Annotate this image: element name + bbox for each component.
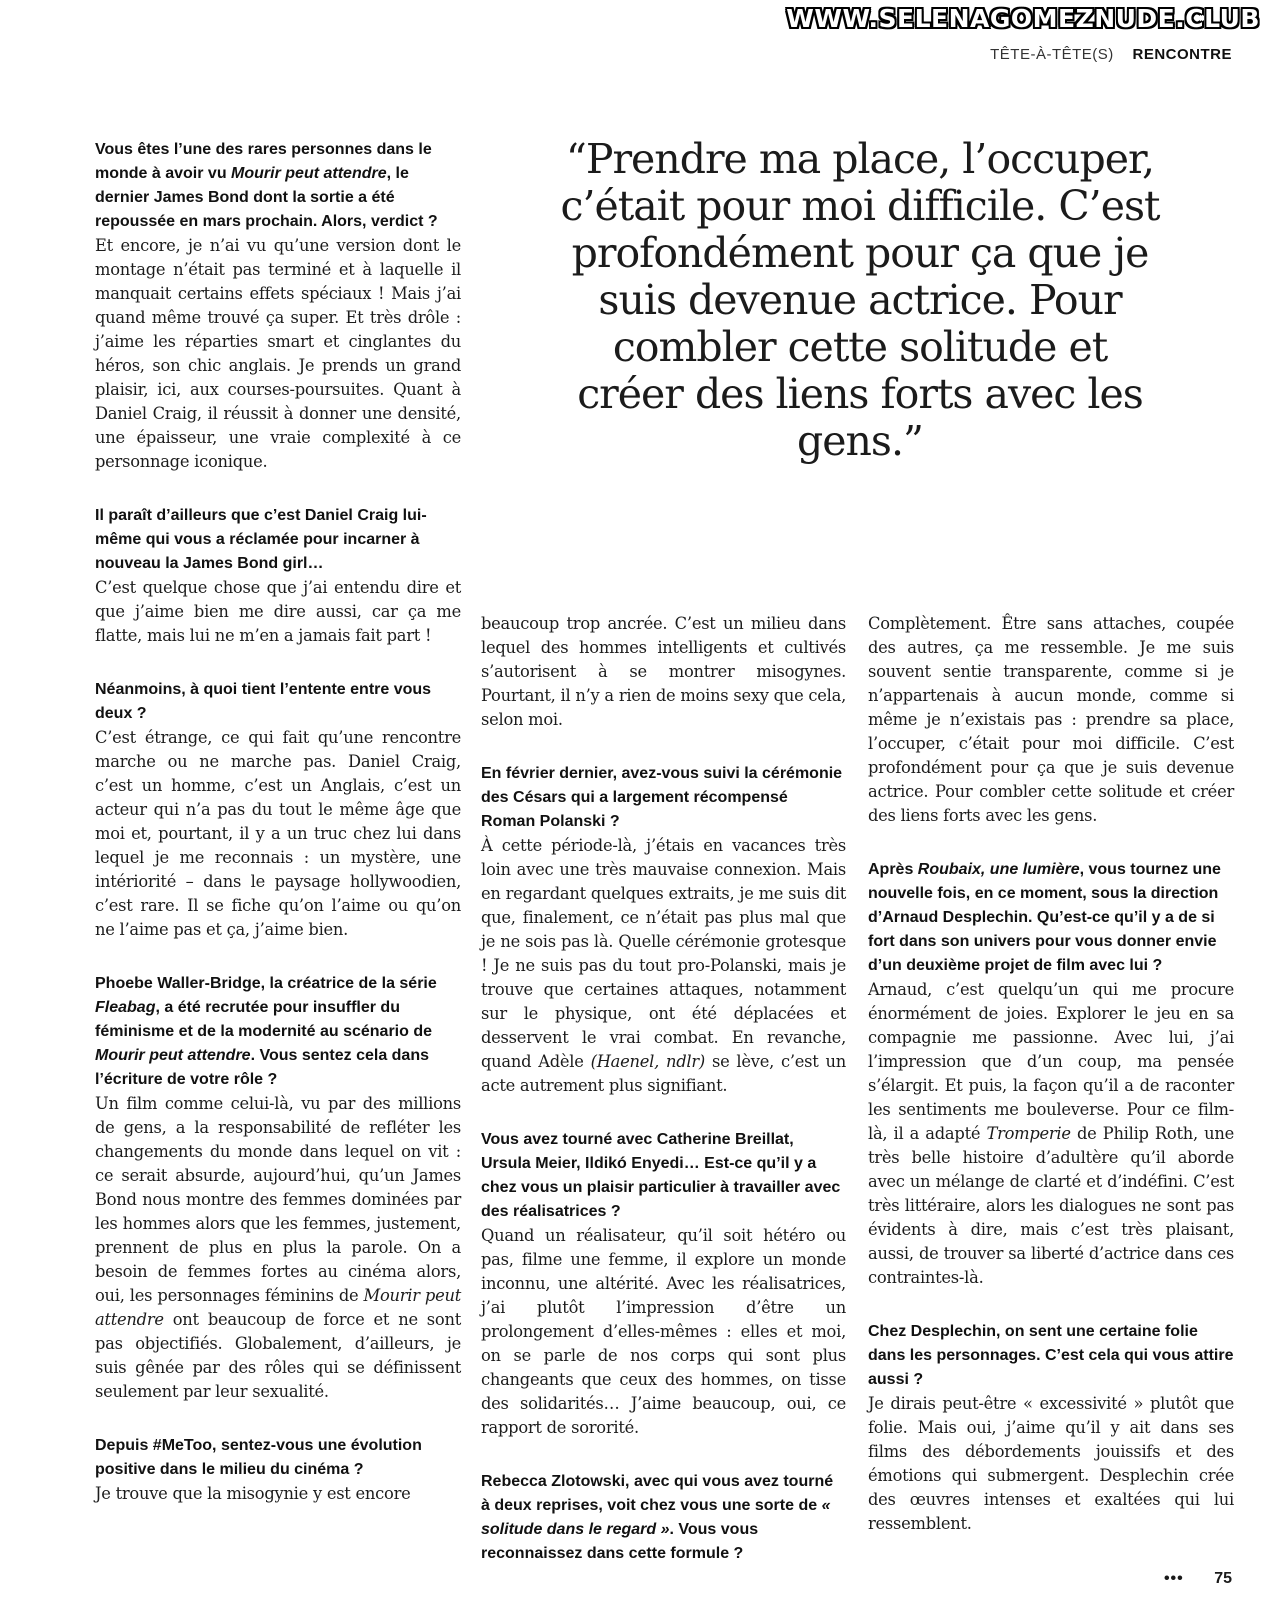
column-3 xyxy=(868,612,1234,1566)
page-footer xyxy=(1164,1570,1232,1588)
question: Vous êtes l’une des rares personnes dans le monde à avoir vu Mourir peut attendre, le dernier James Bond dont la sortie a été repoussée en mars prochain. Alors, verdict ? xyxy=(95,141,438,230)
answer: C’est quelque chose que j’ai entendu dire et que j’aime bien me dire aussi, car ça me flatte, mais lui ne m’en a jamais fait part ! xyxy=(95,578,461,645)
question: Chez Desplechin, on sent une certaine folie dans les personnages. C’est cela qui vous attire aussi ? xyxy=(868,1323,1234,1388)
question: Il paraît d’ailleurs que c’est Daniel Craig lui-même qui vous a réclamée pour incarner à nouveau la James Bond girl… xyxy=(95,507,427,572)
answer: À cette période-là, j’étais en vacances très loin avec une très mauvaise connexion. Mais en regardant quelques extraits, je me suis dit que, finalement, ce n’était pas plus mal que je ne sois pas là. Quelle cérémonie grotesque ! Je ne suis pas du tout pro-Polanski, mais je trouve que certaines attaques, notamment sur le physique, ont été déplacées et desservent le vrai combat. En revanche, quand Adèle (Haenel, ndlr) se lève, c’est un acte autrement plus signifiant. xyxy=(481,836,847,1095)
answer: C’est étrange, ce qui fait qu’une rencontre marche ou ne marche pas. Daniel Craig, c’est un homme, c’est un Anglais, c’est un acteur qui n’a pas du tout le même âge que moi et, pourtant, il y a un truc chez lui dans lequel je me reconnais : un mystère, une intériorité – dans le paysage hollywoodien, c’est rare. Il se fiche qu’on l’aime ou qu’on ne l’aime pas et ça, j’aime bien. xyxy=(95,728,461,939)
question: En février dernier, avez-vous suivi la cérémonie des Césars qui a largement récompensé Roman Polanski ? xyxy=(481,765,843,830)
answer: Complètement. Être sans attaches, coupée des autres, ça me ressemble. Je me suis souvent sentie transparente, comme si je n’appartenais à aucun monde, comme si même je n’existais pas : prendre sa place, l’occuper, c’était pour moi difficile. C’est profondément pour ça que je suis devenue actrice. Pour combler cette solitude et créer des liens forts avec les gens. xyxy=(868,614,1234,825)
column-2 xyxy=(481,612,846,1566)
question: Après Roubaix, une lumière, vous tournez une nouvelle fois, en ce moment, sous la direction d’Arnaud Desplechin. Qu’est-ce qu’il y a de si fort dans son univers pour vous donner envie d’un deuxième projet de film avec lui ? xyxy=(868,861,1221,974)
end-mark: ••• xyxy=(1163,1570,1184,1587)
watermark: WWW.SELENAGOMEZNUDE.CLUB xyxy=(786,4,1260,33)
page-number: 75 xyxy=(1214,1570,1232,1587)
question: Rebecca Zlotowski, avec qui vous avez tourné à deux reprises, voit chez vous une sorte de « solitude dans le regard ». Vous vous reconnaissez dans cette formule ? xyxy=(481,1473,834,1562)
question: Vous avez tourné avec Catherine Breillat, Ursula Meier, Ildikó Enyedi… Est-ce qu’il y a chez vous un plaisir particulier à travailler avec des réalisatrices ? xyxy=(481,1131,841,1220)
column-1 xyxy=(95,138,461,1536)
answer: Arnaud, c’est quelqu’un qui me procure énormément de joies. Explorer le jeu en sa compagnie me passionne. Avec lui, j’ai l’impression que d’un coup, ma pensée s’élargit. Et puis, la façon qu’il a de raconter les sentiments me bouleverse. Pour ce film-là, il a adapté Tromperie de Philip Roth, une très belle histoire d’adultère qu’il aborde avec un mélange de clarté et d’indéfini. C’est très littéraire, alors les dialogues ne sont pas évidents à dire, mais c’est très plaisant, aussi, de trouver sa liberté d’actrice dans ces contraintes-là. xyxy=(868,980,1234,1287)
pull-quote: “Prendre ma place, l’occuper, c’était pour moi difficile. C’est profondément pour ça que je suis devenue actrice. Pour combler cette solitude et créer des liens forts avec les gens.” xyxy=(560,135,1160,465)
answer: Et encore, je n’ai vu qu’une version dont le montage n’était pas terminé et à laquelle il manquait certains effets spéciaux ! Mais j’ai quand même trouvé ça super. Et très drôle : j’aime les réparties smart et cinglantes du héros, son chic anglais. Je prends un grand plaisir, ici, aux courses-poursuites. Quant à Daniel Craig, il réussit à donner une densité, une épaisseur, une vraie complexité à ce personnage iconique. xyxy=(95,236,461,471)
header-kicker: TÊTE-À-TÊTE(S) xyxy=(990,46,1114,63)
answer-continued: beaucoup trop ancrée. C’est un milieu dans lequel des hommes intelligents et cultivés s’autorisent à se montrer misogynes. Pourtant, il n’y a rien de moins sexy que cela, selon moi. xyxy=(481,614,846,729)
page-header xyxy=(990,46,1232,63)
question: Phoebe Waller-Bridge, la créatrice de la série Fleabag, a été recrutée pour insuffler du féminisme et de la modernité au scénario de Mourir peut attendre. Vous sentez cela dans l’écriture de votre rôle ? xyxy=(95,975,437,1088)
answer: Je dirais peut-être « excessivité » plutôt que folie. Mais oui, j’aime qu’il y ait dans ses films des débordements jouissifs et des émotions qui submergent. Desplechin crée des œuvres intenses et exaltées qui lui ressemblent. xyxy=(868,1394,1234,1533)
answer: Quand un réalisateur, qu’il soit hétéro ou pas, filme une femme, il explore un monde inconnu, une altérité. Avec les réalisatrices, j’ai plutôt l’impression d’être un prolongement d’elles-mêmes : elles et moi, on se parle de nos corps qui sont plus changeants que ceux des hommes, on tisse des solidarités… J’aime beaucoup, oui, ce rapport de sororité. xyxy=(481,1226,846,1437)
answer: Je trouve que la misogynie y est encore xyxy=(95,1484,411,1503)
answer: Un film comme celui-là, vu par des millions de gens, a la responsabilité de refléter les changements du monde dans lequel on vit : ce serait absurde, aujourd’hui, qu’un James Bond nous montre des femmes dominées par les hommes alors que les femmes, justement, prennent de plus en plus la parole. On a besoin de femmes fortes au cinéma alors, oui, les personnages féminins de Mourir peut attendre ont beaucoup de force et ne sont pas objectifiés. Globalement, d’ailleurs, je suis gênée par des rôles qui se définissent seulement par leur sexualité. xyxy=(95,1094,462,1401)
question: Néanmoins, à quoi tient l’entente entre vous deux ? xyxy=(95,681,432,722)
header-section: RENCONTRE xyxy=(1132,46,1232,63)
question: Depuis #MeToo, sentez-vous une évolution positive dans le milieu du cinéma ? xyxy=(95,1437,422,1478)
